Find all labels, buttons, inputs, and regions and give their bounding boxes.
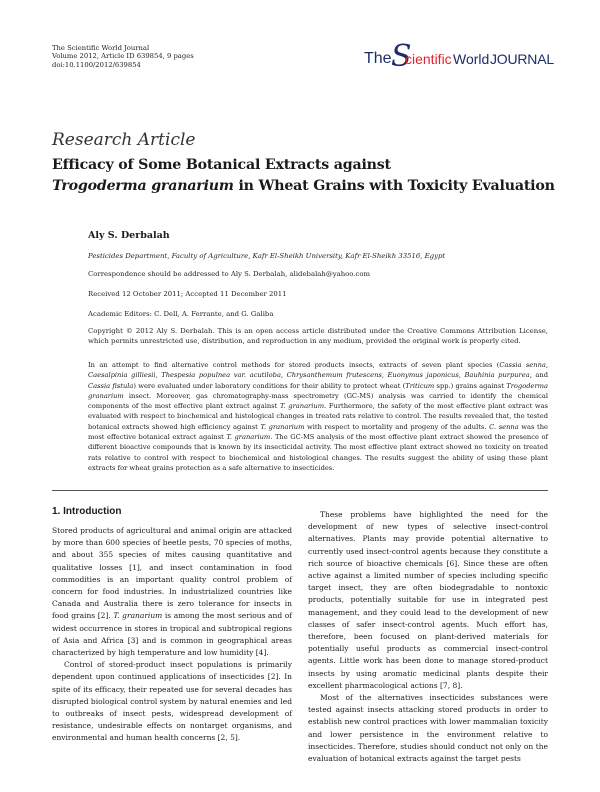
- abstract-text: , and: [529, 371, 548, 380]
- abstract-species: C. senna: [489, 422, 519, 431]
- author-name: Aly S. Derbalah: [88, 230, 170, 241]
- title-species: Trogoderma granarium: [52, 178, 234, 194]
- journal-doi: doi:10.1100/2012/639854: [52, 60, 141, 69]
- journal-name: The Scientific World Journal: [52, 44, 150, 52]
- logo-world: World: [453, 51, 490, 67]
- abstract-text: spp.) grains against: [434, 381, 507, 390]
- abstract-text: insect. Moreover, gas chromatography-mass spectrometry (GC-MS) analysis was carried to identify the chemical components of the most effective plant extract against: [88, 391, 548, 411]
- paragraph: [52, 525, 292, 659]
- paragraph-text: Stored products of agricultural and animal origin are attacked by more than 600 species of beetle pests, 70 species of moths, and about 355 species of mites causing quantitative and qualitative losses [1], and insect contamination in food commodities is an important quality control problem of concern for food industries. In industrialized countries like Canada and Australia there is zero tolerance for insects in food grains [2].: [52, 526, 292, 621]
- title-line-2: [52, 176, 555, 197]
- abstract-text: . The GC-MS analysis of the most effective plant extract showed the presence of different bioactive compounds that is known by its insecticidal activity. The most effective plant extract showed no toxicity on treated rats relative to control with respect to biochemical and histological changes. The results suggest the ability of using these plant extracts for wheat grains protection as a safe alternative to insecticides.: [88, 433, 548, 472]
- abstract-species: Trogoderma granarium: [88, 381, 549, 400]
- author-affiliation: Pesticides Department, Faculty of Agriculture, Kafr El-Sheikh University, Kafr El-Sheikh 33516, Egypt: [88, 252, 446, 260]
- abstract-species: T. granarium: [279, 402, 325, 411]
- title-line-2-rest: in Wheat Grains with Toxicity Evaluation: [233, 178, 555, 194]
- journal-citation: [52, 44, 194, 69]
- abstract-text: ) were evaluated under laboratory conditions for their ability to protect wheat (: [133, 381, 406, 390]
- body-column-left: [52, 525, 292, 745]
- logo-cientific: cientific: [405, 51, 452, 67]
- logo-journal: JOURNAL: [490, 51, 554, 67]
- abstract-text: was the most effective botanical extract against: [88, 422, 549, 442]
- abstract-species: T. granarium: [226, 433, 271, 442]
- journal-volume: Volume 2012, Article ID 639854, 9 pages: [52, 52, 194, 61]
- logo-the: The: [364, 50, 392, 67]
- paragraph: Control of stored-product insect populations is primarily dependent upon continued applications of insecticides [2]. In spite of its efficacy, their repeated use for several decades has disrupted biological control system by natural enemies and led to outbreaks of insect pests, widespread development of resistance, undesirable effects on nontarget organisms, and environmental and human health concerns [2, 5].: [52, 660, 292, 743]
- abstract-species: T. granarium: [260, 422, 305, 431]
- logo-s: S: [391, 39, 412, 74]
- section-divider: [52, 490, 548, 491]
- body-column-right: [308, 509, 548, 765]
- abstract-text: In an attempt to find alternative control methods for stored products insects, extracts of seven plant species (: [88, 361, 500, 369]
- paragraph: Most of the alternatives insecticides substances were tested against insects attacking stored products in order to establish new control practices with lower mammalian toxicity and lower persistence in the environment relative to insecticides. Therefore, studies should conduct not only on the evaluation of botanical extracts against the target pests: [308, 693, 548, 764]
- abstract-species: Cassia senna, Caesalpinia gilliesii, Thespesia populnea var. acutiloba, Chrysanthemum frutescens, Euonymus japonicus, Bauhinia purpurea: [88, 361, 548, 380]
- abstract-text: . Furthermore, the safety of the most effective plant extract was evaluated with respect to biochemical and histological changes in treated rats relative to control. The results revealed that, the tested botanical extracts showed high efficiency against: [88, 402, 548, 431]
- academic-editors: Academic Editors: C. Dell, A. Ferrante, and G. Galiba: [88, 310, 274, 318]
- paragraph-species: T. granarium: [113, 611, 163, 621]
- journal-logo: [364, 39, 554, 74]
- abstract-text: with respect to mortality and progeny of the adults.: [304, 422, 490, 431]
- correspondence-note: Correspondence should be addressed to Aly S. Derbalah, alidebalah@yahoo.com: [88, 270, 371, 278]
- paragraph-text: is among the most serious and of widest occurrence in stores in tropical and subtropical regions of Asia and Africa [3] and is common in geographical areas characterized by high temperature and low humidity [4].: [52, 611, 292, 658]
- article-type: Research Article: [52, 130, 196, 150]
- title-line-1: Efficacy of Some Botanical Extracts against: [52, 157, 391, 173]
- abstract: [88, 360, 548, 473]
- paragraph: These problems have highlighted the need for the development of new types of selective insect-control alternatives. Plants may provide potential alternative to currently used insect-control agents because they constitute a rich source of bioactive chemicals [6]. Since these are often active against a limited number of species including specific target insect, they are often biodegradable to nontoxic products, potentially suitable for use in integrated pest management, and they could lead to the development of new classes of safer insect-control agents. Much effort has, therefore, been focused on plant-derived materials for potentially useful products as commercial insect-control agents. Little work has been done to manage stored-product insects by using aromatic medicinal plants despite their excellent pharmacological actions [7, 8].: [308, 510, 548, 690]
- abstract-species: Cassia fistula: [88, 381, 134, 390]
- received-dates: Received 12 October 2011; Accepted 11 December 2011: [88, 290, 287, 298]
- copyright-notice: Copyright © 2012 Aly S. Derbalah. This is an open access article distributed under the Creative Commons Attribution License, which permits unrestricted use, distribution, and reproduction in any medium, provided the original work is properly cited.: [88, 327, 548, 345]
- section-heading-introduction: 1. Introduction: [52, 506, 122, 517]
- abstract-species: Triticum: [405, 381, 435, 390]
- article-title: [52, 155, 555, 197]
